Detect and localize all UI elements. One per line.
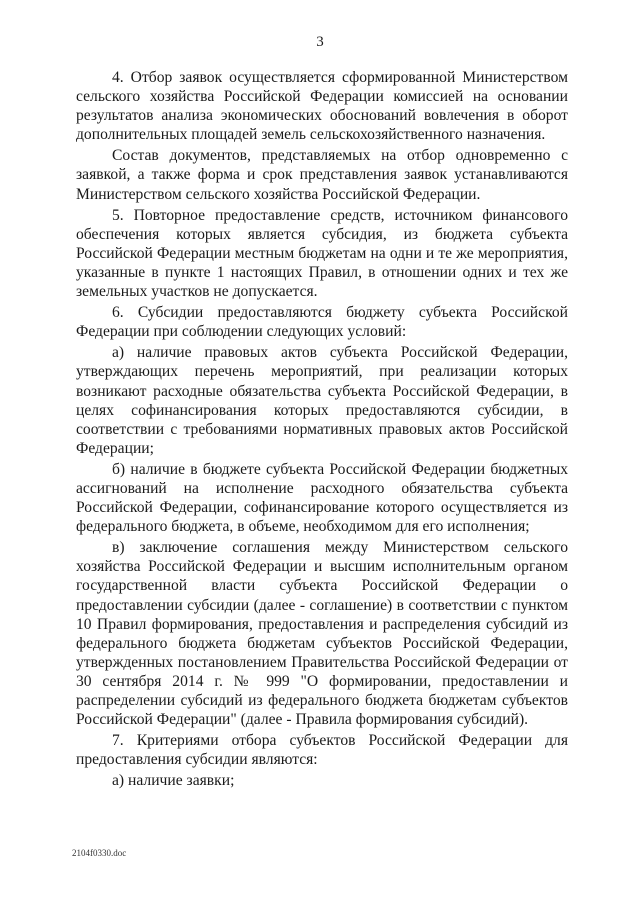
paragraph-documents: Состав документов, представляемых на отбор одновременно с заявкой, а также форма и срок представления заявок устанавливаются Министерством сельского хозяйства Российской Федерации.: [76, 147, 568, 203]
paragraph-4: 4. Отбор заявок осуществляется сформированной Министерством сельского хозяйства Российской Федерации комиссией на основании результатов анализа экономических обоснований вовлечения в оборот дополнительных площадей земель сельскохозяйственного назначения.: [76, 69, 568, 144]
footer-file-code: 2104f0330.doc: [72, 848, 127, 858]
paragraph-6v: в) заключение соглашения между Министерством сельского хозяйства Российской Федерации и высшим исполнительным органом государственной власти субъекта Российской Федерации о предоставлении субсидии (далее - соглашение) в соответствии с пунктом 10 Правил формирования, предоставления и распределения субсидий из федерального бюджета бюджетам субъектов Российской Федерации, утвержденных постановлением Правительства Российской Федерации от 30 сентября 2014 г. № 999 "О формировании, предоставлении и распределении субсидий из федерального бюджета бюджетам субъектов Российской Федерации" (далее - Правила формирования субсидий).: [76, 539, 568, 729]
paragraph-6b: б) наличие в бюджете субъекта Российской Федерации бюджетных ассигнований на исполнение расходного обязательства субъекта Российской Федерации, софинансирование которого осуществляется из федерального бюджета, в объеме, необходимом для его исполнения;: [76, 460, 568, 536]
document-body: [76, 68, 568, 792]
page-number: 3: [316, 34, 324, 50]
paragraph-6a: а) наличие правовых актов субъекта Российской Федерации, утверждающих перечень мероприятий, при реализации которых возникают расходные обязательства субъекта Российской Федерации, в целях софинансирования которых предоставляются субсидии, в соответствии с требованиями нормативных правовых актов Российской Федерации;: [76, 344, 568, 457]
paragraph-7: 7. Критериями отбора субъектов Российской Федерации для предоставления субсидии являются:: [76, 732, 568, 769]
paragraph-7a: а) наличие заявки;: [112, 772, 235, 790]
paragraph-5: 5. Повторное предоставление средств, источником финансового обеспечения которых является субсидия, из бюджета субъекта Российской Федерации местным бюджетам на одни и те же мероприятия, указанные в пункте 1 настоящих Правил, в отношении одних и тех же земельных участков не допускается.: [76, 206, 568, 301]
paragraph-6: 6. Субсидии предоставляются бюджету субъекта Российской Федерации при соблюдении следующих условий:: [76, 304, 568, 341]
